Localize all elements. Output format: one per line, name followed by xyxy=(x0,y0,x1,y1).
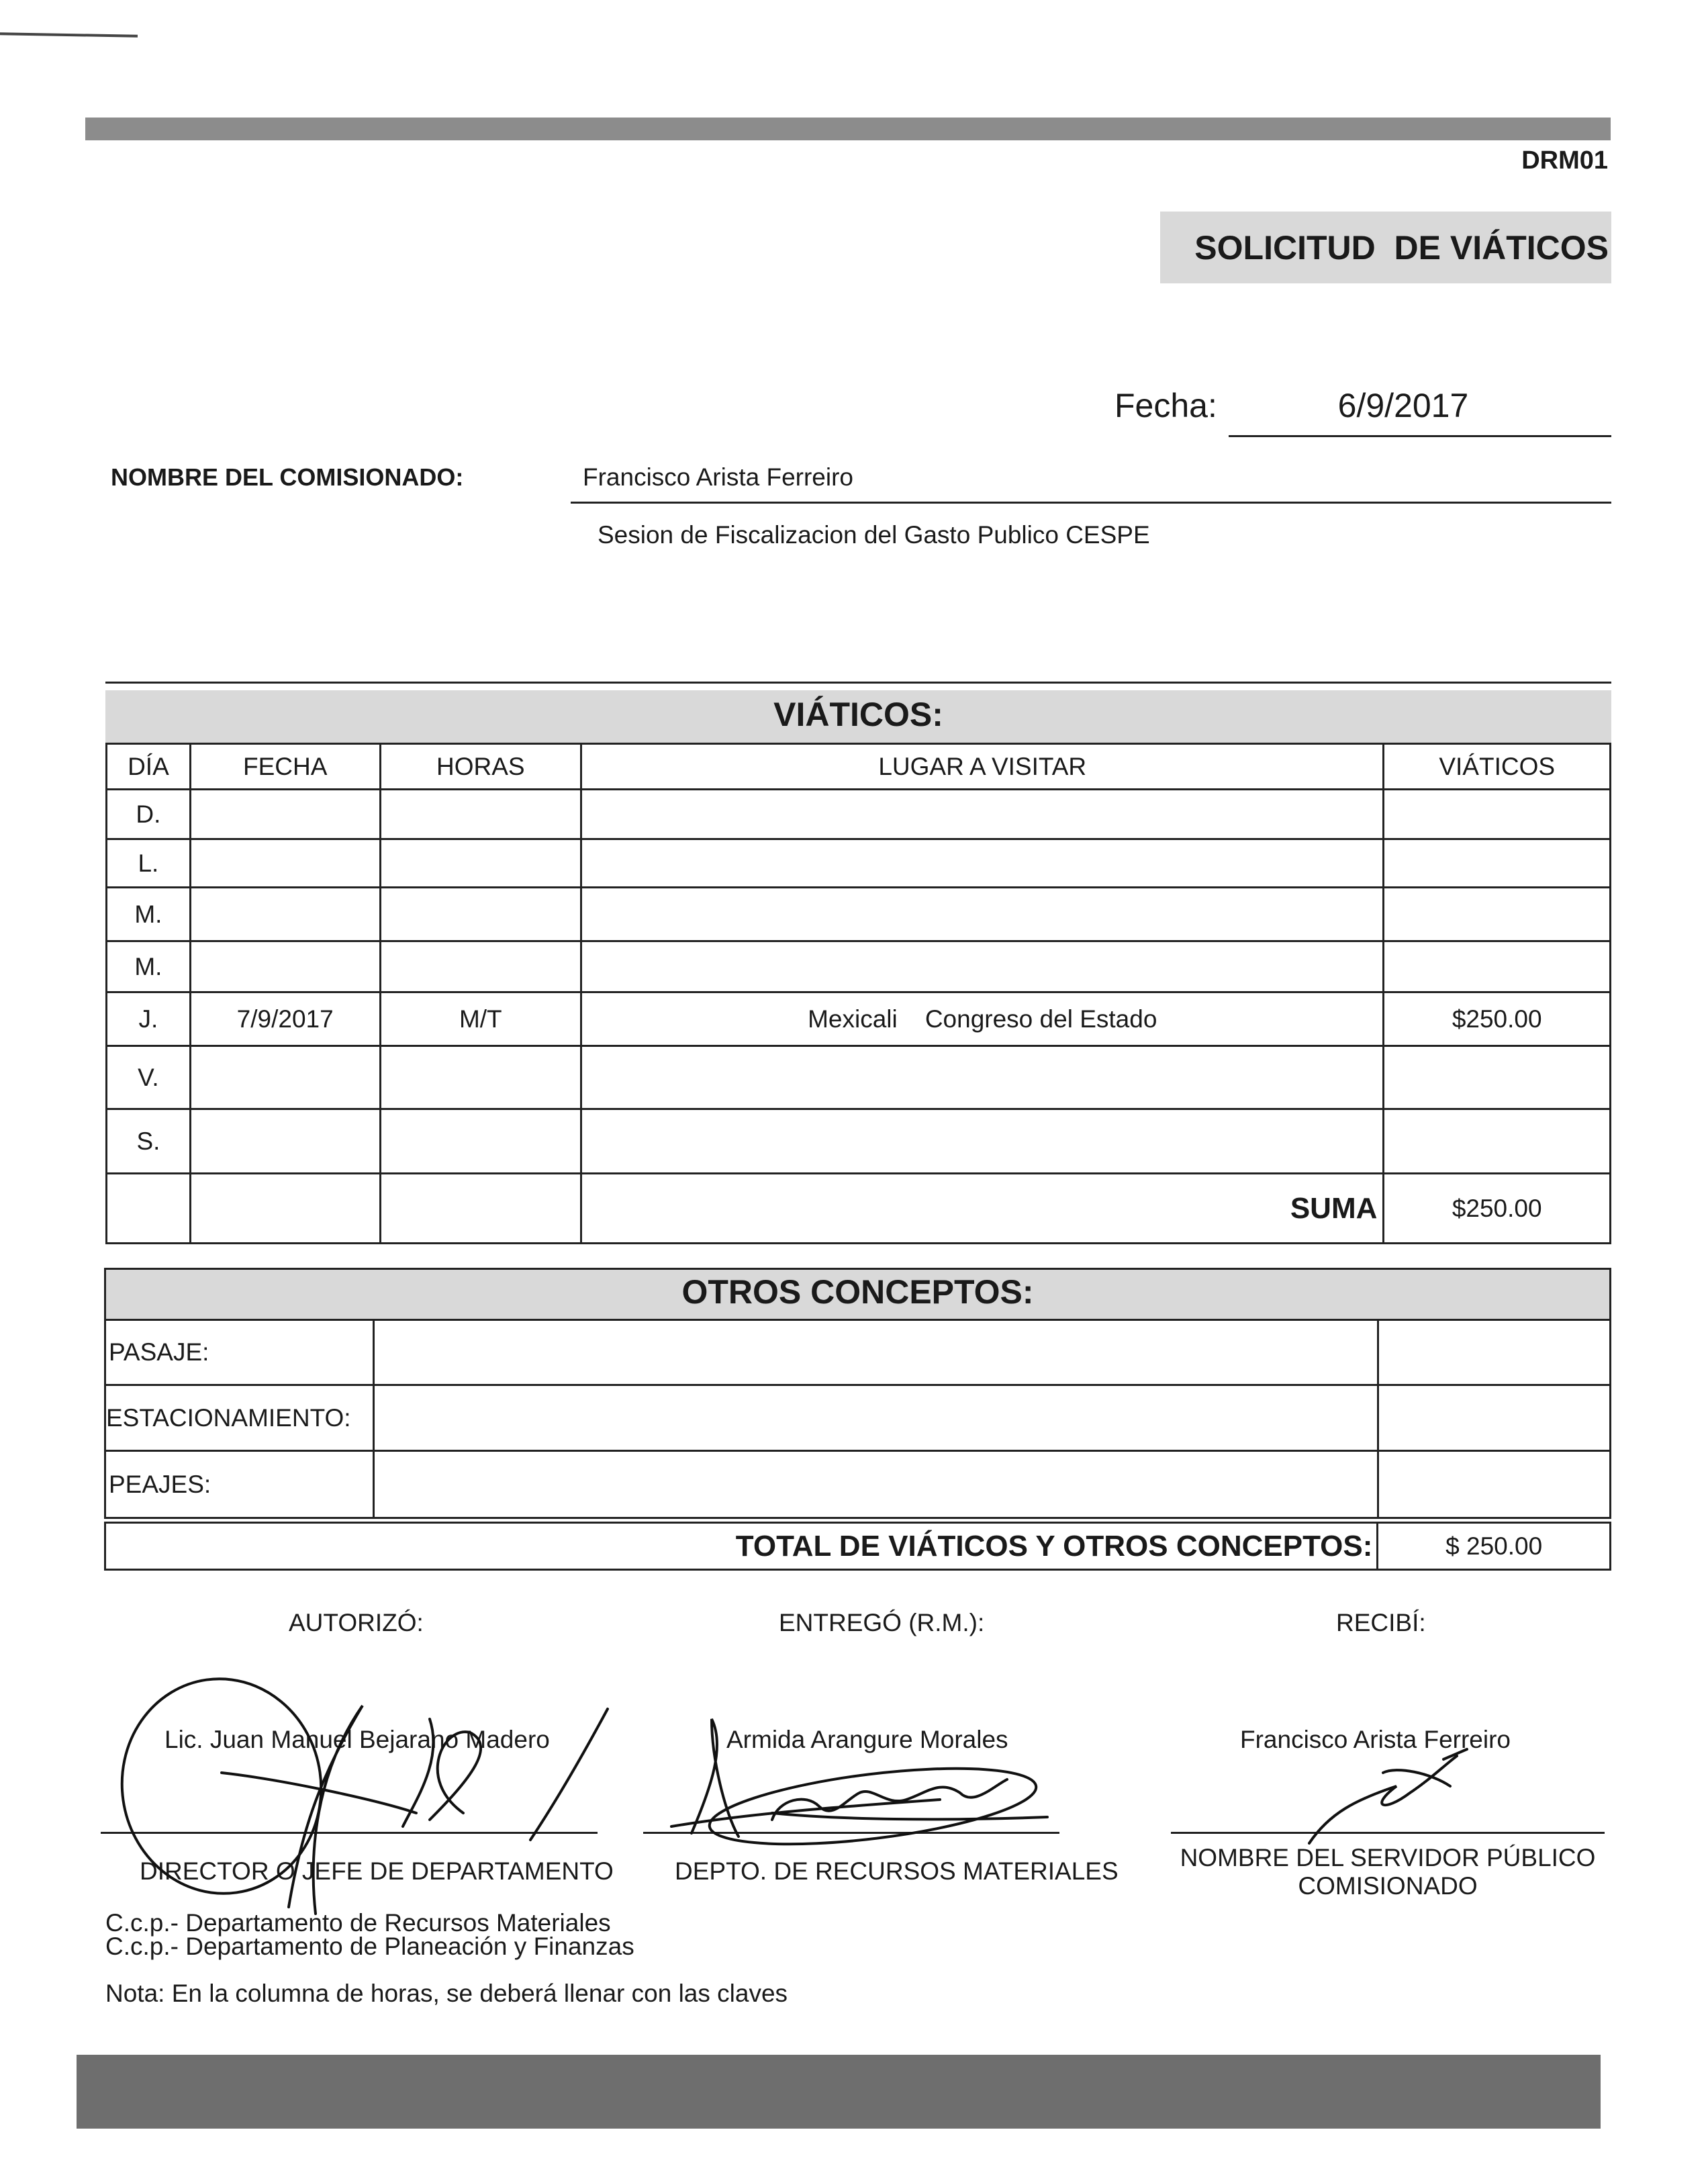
col-header-fecha: FECHA xyxy=(190,744,380,790)
recibi-name: Francisco Arista Ferreiro xyxy=(1240,1726,1511,1753)
entrego-role: DEPTO. DE RECURSOS MATERIALES xyxy=(675,1857,1119,1885)
total-value: $ 250.00 xyxy=(1378,1523,1611,1570)
ccp-line: C.c.p.- Departamento de Planeación y Finanzas xyxy=(105,1933,634,1960)
recibi-label: RECIBÍ: xyxy=(1336,1609,1426,1636)
otros-label: PASAJE: xyxy=(105,1320,374,1385)
entrego-name: Armida Arangure Morales xyxy=(726,1726,1008,1753)
nota: Nota: En la columna de horas, se deberá llenar con las claves xyxy=(105,1980,788,2007)
cell-dia: L. xyxy=(107,839,191,888)
cell-dia: J. xyxy=(107,992,191,1046)
cell-dia: D. xyxy=(107,790,191,839)
recibi-role-line2: COMISIONADO xyxy=(1298,1872,1478,1900)
comisionado-name: Francisco Arista Ferreiro xyxy=(583,463,853,491)
ccp-line: C.c.p.- Departamento de Recursos Materiales xyxy=(105,1909,611,1937)
recibi-role-line1: NOMBRE DEL SERVIDOR PÚBLICO xyxy=(1180,1844,1596,1871)
col-header-lugar: LUGAR A VISITAR xyxy=(581,744,1384,790)
recibi-signature xyxy=(1309,1749,1467,1843)
otros-title: OTROS CONCEPTOS: xyxy=(681,1273,1034,1311)
form-code: DRM01 xyxy=(1521,146,1608,175)
entrego-signature xyxy=(671,1719,1047,1859)
commission-purpose: Sesion de Fiscalizacion del Gasto Publico CESPE xyxy=(598,521,1150,549)
cell-fecha[interactable]: 7/9/2017 xyxy=(190,992,380,1046)
cell-horas[interactable]: M/T xyxy=(380,992,581,1046)
cell-dia: M. xyxy=(107,941,191,992)
cell-dia: S. xyxy=(107,1109,191,1174)
suma-value: $250.00 xyxy=(1384,1174,1611,1244)
cell-dia: M. xyxy=(107,888,191,941)
col-header-horas: HORAS xyxy=(380,744,581,790)
autorizo-name: Lic. Juan Manuel Bejarano Madero xyxy=(164,1726,550,1753)
cell-dia: V. xyxy=(107,1046,191,1109)
autorizo-label: AUTORIZÓ: xyxy=(289,1609,424,1636)
form-title: SOLICITUD DE VIÁTICOS xyxy=(1194,229,1609,267)
comisionado-label: NOMBRE DEL COMISIONADO: xyxy=(111,463,464,491)
viaticos-title: VIÁTICOS: xyxy=(773,696,943,733)
autorizo-role: DIRECTOR O JEFE DE DEPARTAMENTO xyxy=(140,1857,614,1885)
bottom-band xyxy=(77,2055,1601,2129)
col-header-viaticos: VIÁTICOS xyxy=(1384,744,1611,790)
fecha-value: 6/9/2017 xyxy=(1337,387,1469,424)
cell-monto[interactable]: $250.00 xyxy=(1384,992,1611,1046)
otros-label: PEAJES: xyxy=(105,1451,374,1518)
cell-lugar[interactable]: Mexicali Congreso del Estado xyxy=(581,992,1384,1046)
suma-label: SUMA xyxy=(581,1174,1384,1244)
autorizo-signature xyxy=(108,1666,608,1914)
fecha-label: Fecha: xyxy=(1114,387,1217,424)
otros-label: ESTACIONAMIENTO: xyxy=(105,1385,374,1451)
total-label: TOTAL DE VIÁTICOS Y OTROS CONCEPTOS: xyxy=(105,1523,1378,1570)
col-header-dia: DÍA xyxy=(107,744,191,790)
entrego-label: ENTREGÓ (R.M.): xyxy=(779,1609,985,1636)
